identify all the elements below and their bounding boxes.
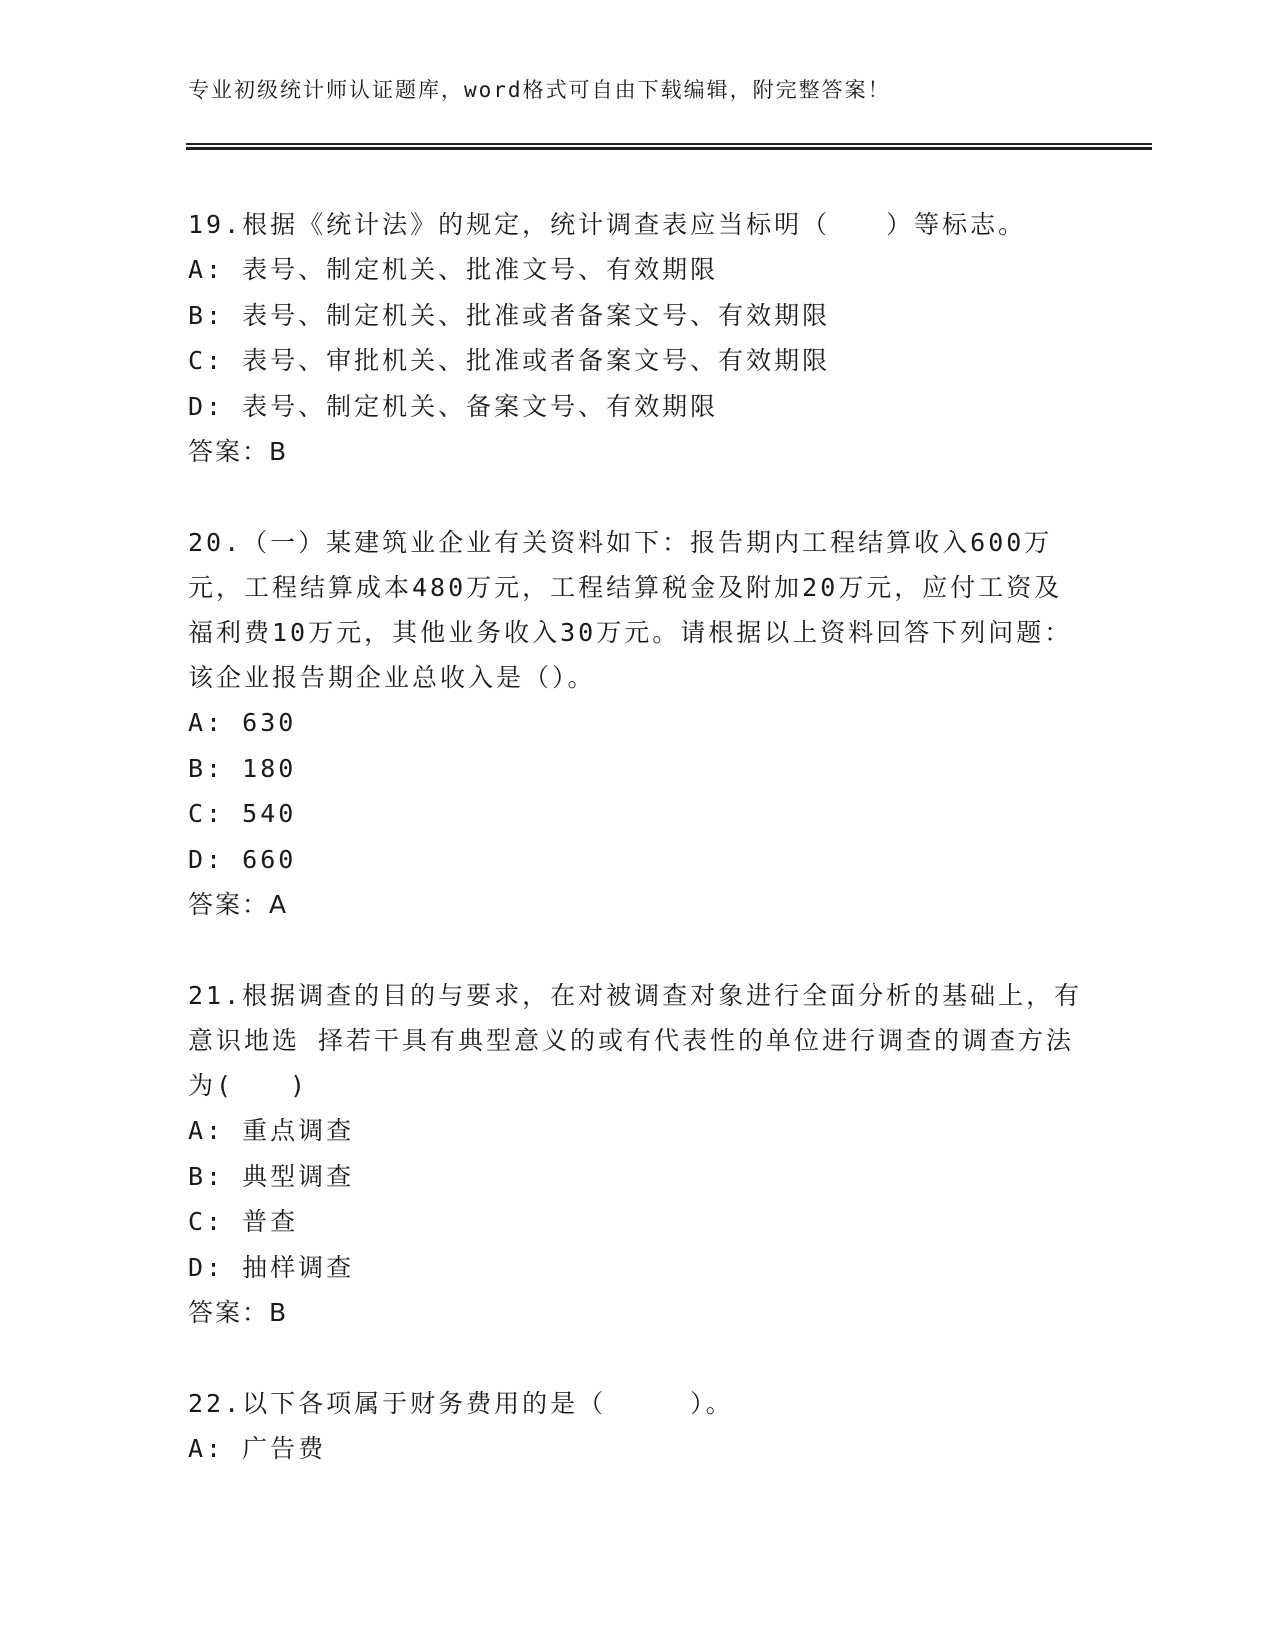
option-letter: D: [188,844,225,874]
option-letter: C: [188,799,225,828]
option-text: 表号、制定机关、批准或者备案文号、有效期限 [242,300,831,330]
option-c [188,1199,1088,1245]
option-text: 660 [242,844,297,874]
option-letter: D: [188,391,225,421]
answer: 答案：B [188,1298,289,1327]
option-a [188,1108,1088,1154]
question-stem: 21.根据调查的目的与要求，在对被调查对象进行全面分析的基础上，有意识地选 择若干具有典型意义的或有代表性的单位进行调查的调查方法为( ) [188,981,1083,1100]
option-text: 抽样调查 [242,1252,355,1282]
question-stem: 19.根据《统计法》的规定，统计调查表应当标明（ ）等标志。 [188,210,1027,239]
option-letter: A: [188,708,225,737]
option-letter: C: [188,346,225,375]
option-a [188,700,1088,746]
option-c [188,791,1088,837]
option-text: 典型调查 [242,1161,355,1191]
question-list [188,202,1088,1518]
option-b [188,1154,1088,1200]
option-letter: A: [188,1434,225,1463]
option-text: 180 [242,753,297,783]
option-text: 表号、制定机关、批准文号、有效期限 [242,255,719,284]
option-letter: C: [188,1207,225,1236]
option-a [188,247,1088,293]
option-b [188,746,1088,792]
question-stem: 20.（一）某建筑业企业有关资料如下：报告期内工程结算收入600万元，工程结算成本480万元，工程结算税金及附加20万元，应付工资及福利费10万元，其他业务收入30万元。请根据以上资料回答下列问题：该企业报告期企业总收入是（）。 [188,528,1073,692]
option-d [188,837,1088,883]
option-text: 普查 [242,1207,299,1236]
option-d [188,1245,1088,1291]
answer: 答案：B [188,437,289,466]
header-divider [186,143,1152,145]
option-b [188,293,1088,339]
answer: 答案：A [188,890,289,919]
option-text: 广告费 [242,1434,327,1463]
option-letter: A: [188,255,225,284]
option-letter: B: [188,1161,225,1191]
option-text: 表号、制定机关、备案文号、有效期限 [242,391,719,421]
option-a [188,1426,1088,1472]
page-header: 专业初级统计师认证题库，word格式可自由下载编辑，附完整答案！ [188,78,891,102]
option-letter: D: [188,1252,225,1282]
option-text: 表号、审批机关、批准或者备案文号、有效期限 [242,346,831,375]
question-22 [188,1381,1088,1472]
option-d [188,384,1088,430]
question-20 [188,520,1088,927]
option-letter: B: [188,300,225,330]
option-letter: A: [188,1116,225,1145]
option-text: 重点调查 [242,1116,355,1145]
option-letter: B: [188,753,225,783]
question-21 [188,973,1088,1335]
option-text: 630 [242,708,297,737]
option-text: 540 [242,799,297,828]
option-c [188,338,1088,384]
question-stem: 22.以下各项属于财务费用的是（ ）。 [188,1389,734,1418]
question-19 [188,202,1088,474]
